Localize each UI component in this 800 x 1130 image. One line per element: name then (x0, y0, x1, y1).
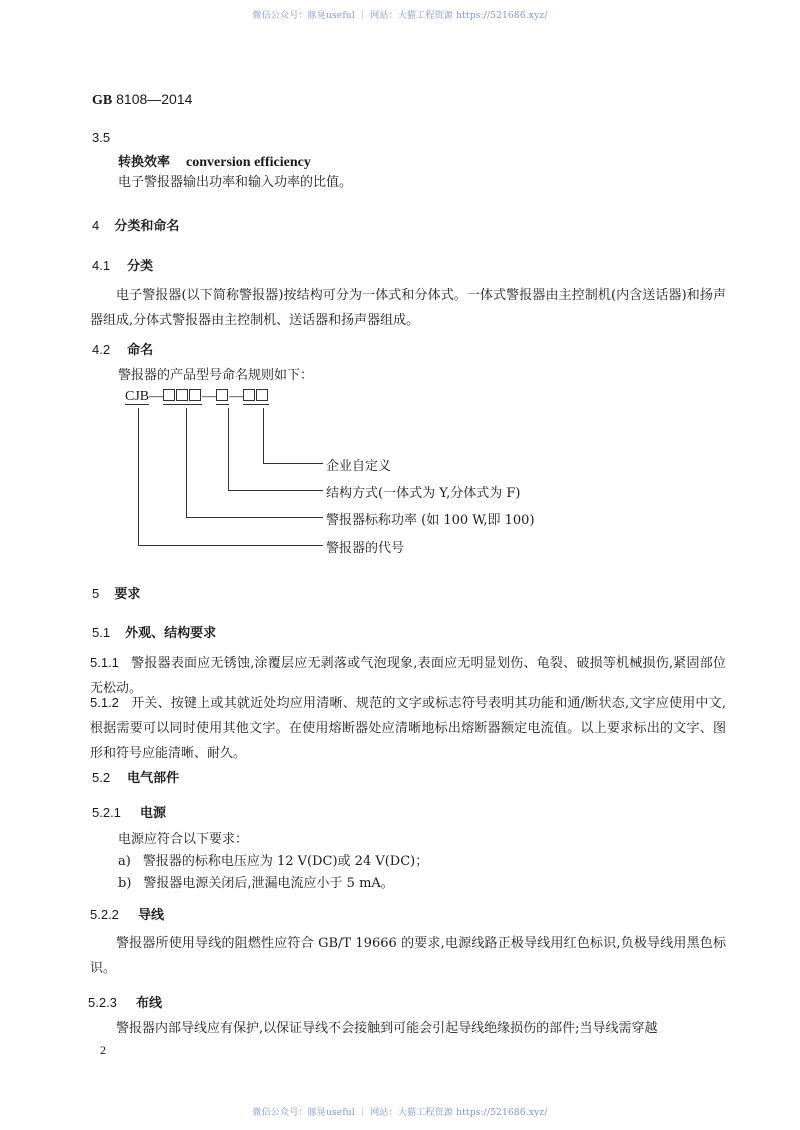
model-separator: — (202, 389, 217, 404)
clause-number: 5.1.1 (90, 655, 119, 670)
connector-line-power (186, 408, 187, 518)
connector-line-code (138, 408, 139, 546)
model-separator: — (149, 389, 164, 404)
model-separator: — (229, 389, 244, 404)
model-prefix: CJB (125, 389, 150, 404)
heading-title: 电气部件 (127, 771, 180, 786)
heading-title: 要求 (114, 587, 141, 602)
term-english: conversion efficiency (186, 155, 311, 170)
heading-number: 4 (92, 218, 100, 233)
heading-number: 5.2.3 (88, 995, 117, 1010)
heading-section-5-2-1 (92, 802, 166, 821)
heading-title: 电源 (140, 806, 167, 821)
clause-5-1-2 (90, 690, 726, 766)
paragraph-5-2-3: 警报器内部导线应有保护,以保证导线不会接触到可能会引起导线绝缘损伤的部件;当导线需穿越 (116, 1021, 658, 1036)
watermark-top: 微信公众号：豚晃useful ｜ 网站：大猫工程资源 https://521686.xyz/ (252, 11, 548, 21)
heading-title: 外观、结构要求 (125, 626, 217, 641)
connector-line-structure (228, 408, 229, 491)
heading-title: 命名 (127, 343, 154, 358)
heading-section-4-2 (92, 339, 153, 358)
heading-number: 5 (92, 586, 100, 601)
heading-section-5-1 (92, 622, 216, 641)
list-text: 警报器电源关闭后,泄漏电流应小于 5 mA。 (143, 876, 394, 891)
list-item-b (118, 871, 394, 896)
heading-section-4 (92, 215, 179, 234)
page-number: 2 (100, 1043, 106, 1057)
paragraph-5-2-2: 警报器所使用导线的阻燃性应符合 GB/T 19666 的要求,电源线路正极导线用红色标识,负极导线用黑色标识。 (90, 936, 726, 976)
list-text: 警报器的标称电压应为 12 V(DC)或 24 V(DC)； (142, 854, 429, 869)
heading-title: 布线 (136, 996, 163, 1011)
diagram-label-custom: 企业自定义 (326, 459, 392, 474)
paragraph-4-1: 电子警报器(以下简称警报器)按结构可分为一体式和分体式。一体式警报器由主控制机(内含送话器)和扬声器组成,分体式警报器由主控制机、送话器和扬声器组成。 (90, 288, 726, 328)
connector-h-structure (228, 490, 323, 491)
model-group-custom (243, 389, 269, 405)
clause-number-3-5: 3.5 (92, 130, 111, 145)
heading-number: 4.2 (92, 342, 111, 357)
watermark-bottom: 微信公众号：豚晃useful ｜ 网站：大猫工程资源 https://521686.xyz/ (252, 1108, 548, 1118)
term-heading (118, 151, 311, 171)
heading-number: 5.1 (92, 625, 111, 640)
heading-number: 5.2 (92, 770, 111, 785)
heading-section-5-2 (92, 767, 179, 786)
connector-h-power (186, 517, 323, 518)
heading-title: 分类和命名 (114, 219, 180, 234)
list-marker: b) (118, 876, 132, 891)
clause-text: 警报器表面应无锈蚀,涂覆层应无剥落或气泡现象,表面应无明显划伤、龟裂、破损等机械损伤,紧固部位无松动。 (90, 656, 726, 696)
model-group-power (163, 389, 202, 405)
connector-h-custom (263, 463, 323, 464)
heading-title: 导线 (138, 908, 165, 923)
heading-section-4-1 (92, 255, 153, 274)
heading-section-5-2-3 (88, 992, 162, 1011)
clause-text: 开关、按键上或其就近处均应用清晰、规范的文字或标志符号表明其功能和通/断状态,文字应使用中文,根据需要可以同时使用其他文字。在使用熔断器处应清晰地标出熔断器额定电流值。以上要求标出的文字、图形和符号应能清晰、耐久。 (90, 696, 726, 761)
standard-code-prefix: GB (92, 93, 113, 108)
power-intro: 电源应符合以下要求： (118, 832, 249, 847)
heading-number: 5.2.2 (90, 907, 119, 922)
diagram-label-code: 警报器的代号 (326, 541, 405, 556)
model-code-pattern (125, 389, 269, 405)
clause-number: 5.1.2 (90, 695, 119, 710)
list-marker: a) (118, 854, 131, 869)
heading-section-5-2-2 (90, 904, 164, 923)
term-definition: 电子警报器输出功率和输入功率的比值。 (118, 175, 353, 190)
standard-code-number: 8108—2014 (116, 91, 193, 107)
connector-line-custom (263, 408, 264, 464)
standard-code (92, 91, 192, 109)
diagram-label-power: 警报器标称功率 (如 100 W,即 100) (326, 513, 535, 528)
diagram-label-structure: 结构方式(一体式为 Y,分体式为 F) (326, 486, 521, 501)
term-chinese: 转换效率 (118, 155, 171, 170)
heading-number: 4.1 (92, 258, 111, 273)
connector-h-code (138, 545, 323, 546)
heading-title: 分类 (127, 259, 154, 274)
heading-number: 5.2.1 (92, 805, 121, 820)
naming-intro: 警报器的产品型号命名规则如下： (118, 368, 314, 383)
heading-section-5 (92, 583, 140, 602)
model-group-structure (216, 389, 229, 405)
